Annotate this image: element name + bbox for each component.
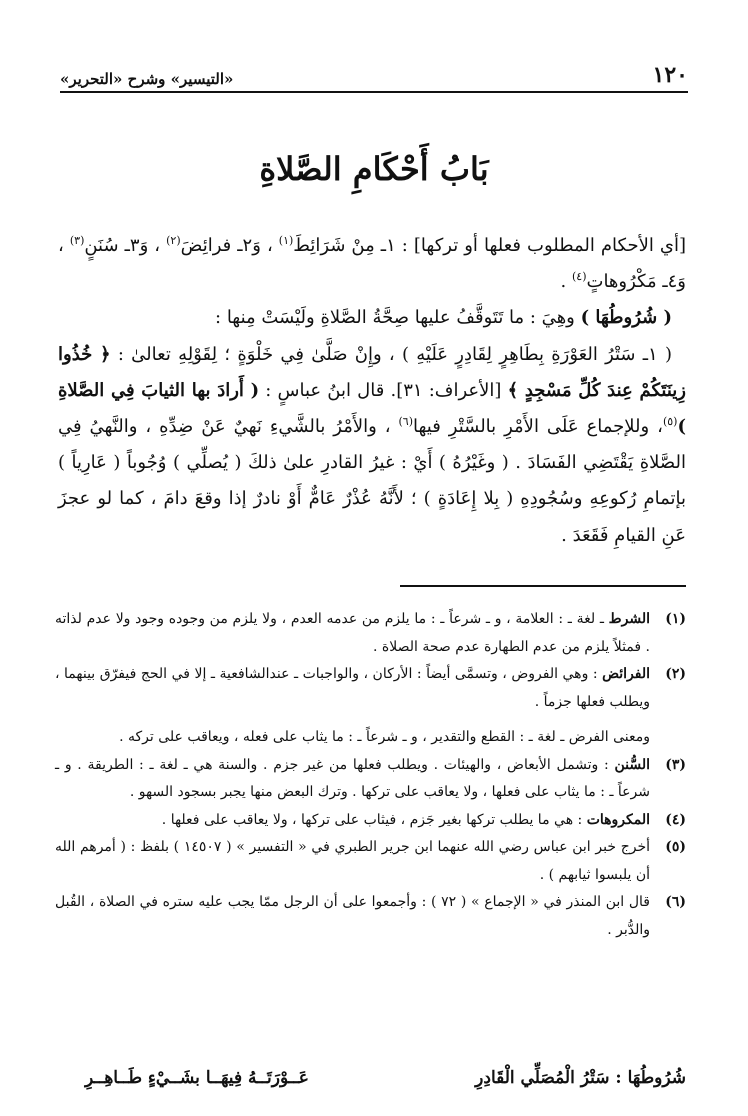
text-run: ـ لغة ـ : العلامة ، و ـ شرعاً ـ : ما يلزم من عدمه العدم ، ولا يلزم من وجوده وجود ولا عدم لذاته . فمثلاً يلزم من عدم الطهارة عدم صحة الصلاة . bbox=[55, 611, 650, 655]
footnote-text bbox=[55, 807, 650, 835]
footnote-text bbox=[55, 661, 650, 716]
footnote-ref[interactable]: (٤) bbox=[571, 270, 587, 284]
text-run: وهِيَ : ما تَتَوقَّفُ عليها صِحَّةُ الصَّلاةِ ولَيْسَتْ مِنها : bbox=[215, 307, 581, 329]
footnote-number: (٥) bbox=[665, 839, 686, 855]
footnote-item bbox=[55, 807, 686, 835]
footnote-ref[interactable]: (٦) bbox=[398, 415, 414, 429]
footnote-item bbox=[55, 661, 686, 716]
footnote-term: المكروهات bbox=[586, 811, 650, 828]
text-run: ، وَ٣ـ سُنَنٍ bbox=[84, 235, 167, 256]
verse-hemistich-right: شُرُوطُهَا : سَتْرُ الْمُصَلِّي الْقَادِرِ bbox=[475, 1068, 686, 1088]
footnote-number: (١) bbox=[665, 611, 686, 627]
term-conditions: ( شُرُوطُهَا ) bbox=[580, 307, 672, 329]
footnote-ref[interactable]: (٥) bbox=[662, 415, 678, 429]
footnote-item bbox=[55, 606, 686, 661]
footnote-term: الشرط bbox=[608, 611, 650, 627]
footnote-text bbox=[55, 752, 650, 807]
text-run: . bbox=[560, 271, 572, 293]
header-divider bbox=[60, 91, 688, 93]
spacer bbox=[55, 716, 686, 724]
text-run: ، والأَمْرُ بالشَّيءِ نَهيٌ عَنْ ضِدِّهِ ، والنَّهيُ فِي الصَّلاةِ يَقْتَضِي الفَسَادَ . ( وغَيْرُهُ ) أَيْ : غيرُ القادرِ علىٰ ذلكَ ( يُصلِّي ) وُجُوباً ( عَارِياً ) بإتمامِ رُكوعِهِ وسُجُودِهِ ( بِلا إِعَادَةٍ ) ؛ لأَنَّهُ عُذْرٌ عَامٌّ أَوْ نادرٌ إذا وقعَ دامَ ، كما لو عجزَ عَنِ القيامِ فَقَعَدَ . bbox=[58, 416, 686, 546]
verse-hemistich-left: عَــوْرَتَــهُ فِيهَــا بشَــيْءٍ طَــاهِــرِ bbox=[85, 1068, 309, 1088]
text-run: ، وَ٤ـ مَكْرُوهاتٍ bbox=[58, 235, 686, 293]
text-run: [الأعراف: ٣١]. قال ابنُ عباسٍ : bbox=[259, 379, 508, 401]
running-header bbox=[60, 58, 688, 88]
header-title: «التيسير» وشرح «التحرير» bbox=[60, 70, 234, 88]
footnote-text: قال ابن المنذر في « الإجماع » ( ٧٢ ) : وأجمعوا على أن الرجل ممّا يجب عليه ستره في الصلاة ، القُبل والدُّبر . bbox=[55, 894, 651, 938]
text-run: : هي ما يطلب تركها بغير جَزم ، فيثاب على تركها ، ولا يعاقب على فعلها . bbox=[161, 811, 587, 828]
footnote-item bbox=[55, 889, 686, 944]
footnote-number: (٦) bbox=[665, 894, 686, 910]
footnote-text: أخرج خبر ابن عباس رضي الله عنهما ابن جرير الطبري في « التفسير » ( ١٤٥٠٧ ) بلفظ : ( أمرهم الله أن يلبسوا ثيابهم ) . bbox=[55, 839, 650, 883]
text-run: ، وَ٢ـ فرائِضَ bbox=[180, 235, 279, 256]
verse-line bbox=[85, 1068, 686, 1088]
footnote-number: (٤) bbox=[665, 811, 686, 828]
footnote-item bbox=[55, 834, 686, 889]
footnote-term: الفرائض bbox=[602, 666, 650, 682]
footnote-number: (٣) bbox=[665, 756, 686, 773]
footnote-ref[interactable]: (٢) bbox=[166, 234, 181, 247]
text-run: [أي الأحكام المطلوب فعلها أو تركها] : ١ـ مِنْ شَرَائِطَ bbox=[293, 235, 687, 256]
paragraph-covering bbox=[58, 337, 686, 554]
paragraph-intro bbox=[58, 228, 686, 300]
footnote-text bbox=[55, 606, 650, 661]
footnote-continuation: ومعنى الفرض ـ لغة ـ : القطع والتقدير ، و ـ شرعاً ـ : ما يثاب على فعله ، ويعاقب على تركه . bbox=[119, 729, 650, 745]
footnotes bbox=[55, 606, 686, 944]
page-number: ١٢٠ bbox=[652, 62, 688, 88]
text-run: ، وللإجماع عَلَى الأَمْرِ بالسَّتْرِ فيها bbox=[413, 416, 663, 438]
quote-ibn-abbas: ( أَرادَ بها الثيابَ فِي الصَّلاةِ ) bbox=[58, 379, 686, 438]
text-run: : وهي الفروض ، وتسمَّى أيضاً : الأركان ، والواجبات ـ عندالشافعية ـ إلا في الحج فيفرّق بينهما ، ويطلب فعلها جزماً . bbox=[55, 666, 650, 710]
main-text bbox=[58, 228, 686, 554]
footnote-term: السُّنن bbox=[614, 756, 650, 773]
footnote-number: (٢) bbox=[665, 666, 686, 682]
text-run: ( ١ـ سَتْرُ العَوْرَةِ بِطَاهِرٍ لِقَادِرٍ عَلَيْهِ ) ، وإِنْ صَلَّىٰ فِي خَلْوَةٍ ؛ لِقَوْلِهِ تعالىٰ : bbox=[110, 343, 672, 365]
footnote-divider bbox=[400, 585, 686, 587]
quran-verse: ﴿ خُذُوا زِينَتَكُمْ عِندَ كُلِّ مَسْجِدٍ ﴾ bbox=[58, 343, 686, 401]
footnote-ref[interactable]: (١) bbox=[278, 234, 294, 247]
paragraph-conditions bbox=[58, 300, 686, 336]
footnote-item bbox=[55, 752, 686, 807]
text-run: : وتشمل الأبعاض ، والهيئات . ويطلب فعلها من غير جزم . والسنة هي ـ لغة ـ : الطريقة . و ـ شرعاً ـ : ما يثاب على فعلها ، ولا يعاقب على تركها . وترك البعض منها يجبر بسجود السهو . bbox=[55, 756, 650, 800]
footnote-ref[interactable]: (٣) bbox=[69, 234, 85, 247]
chapter-title: بَابُ أَحْكَامِ الصَّلاةِ bbox=[259, 150, 489, 188]
